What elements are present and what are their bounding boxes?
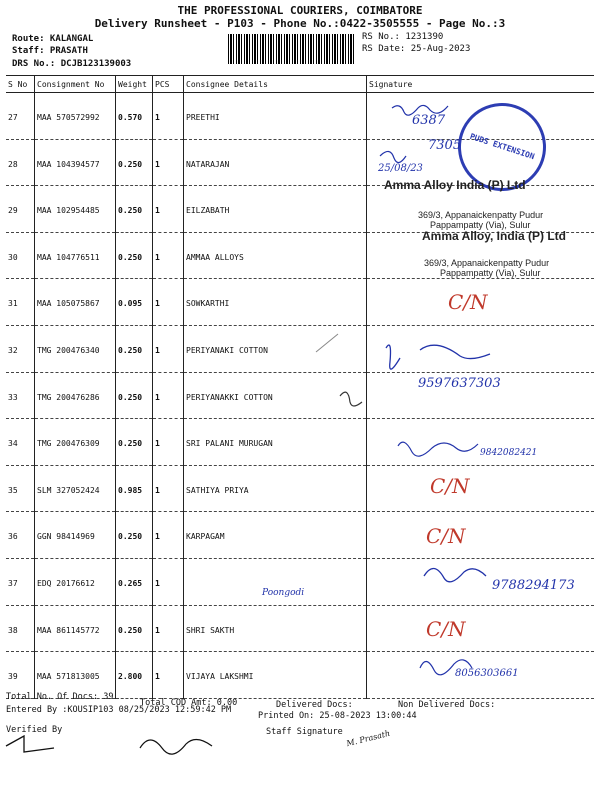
cell-consignment: SLM 327052424 [35, 465, 116, 512]
signature-scribble-28 [380, 151, 406, 162]
entered-signature [140, 739, 212, 754]
col-weight: Weight [116, 76, 153, 93]
company-address-1: 369/3, Appanaickenpatty Pudur [418, 210, 544, 220]
signature-scribble-33 [340, 392, 362, 406]
tick-mark-32 [316, 334, 338, 352]
cell-sno: 38 [6, 605, 35, 652]
cell-consignee: NATARAJAN [184, 139, 367, 186]
verified-by: Verified By [6, 725, 63, 735]
cell-consignee: SHRI SAKTH [184, 605, 367, 652]
cell-consignment: TMG 200476286 [35, 372, 116, 419]
cell-sno: 36 [6, 512, 35, 559]
handwritten-phone-35: 9842082421 [480, 448, 538, 458]
cell-sno: 34 [6, 419, 35, 466]
cell-sno: 32 [6, 325, 35, 372]
cell-sno: 35 [6, 465, 35, 512]
col-signature: Signature [367, 76, 595, 93]
cell-consignment: EDQ 20176612 [35, 558, 116, 605]
cell-pcs: 1 [153, 139, 184, 186]
cell-sno: 39 [6, 652, 35, 699]
cell-weight: 0.250 [116, 372, 153, 419]
staff-signature: Staff Signature [266, 727, 343, 737]
staff-label: Staff: PRASATH [12, 46, 88, 56]
total-docs: Total No. Of Docs: 39 [6, 692, 114, 702]
cell-consignment: MAA 105075867 [35, 279, 116, 326]
col-consignment: Consignment No [35, 76, 116, 93]
signature-scribble-35 [398, 442, 478, 456]
cell-consignment: MAA 104394577 [35, 139, 116, 186]
cell-weight: 0.250 [116, 605, 153, 652]
cell-sno: 30 [6, 232, 35, 279]
cell-consignee: KARPAGAM [184, 512, 367, 559]
cell-consignment: TMG 200476309 [35, 419, 116, 466]
handwritten-phone-27: 6387 [412, 113, 446, 128]
cell-consignee: SATHIYA PRIYA [184, 465, 367, 512]
cell-pcs: 1 [153, 279, 184, 326]
signature-scribble-27 [392, 105, 448, 115]
cell-consignment: MAA 570572992 [35, 93, 116, 140]
cell-weight: 0.985 [116, 465, 153, 512]
cell-consignee: AMMAA ALLOYS [184, 232, 367, 279]
cell-sno: 28 [6, 139, 35, 186]
entered-by: Entered By :KOUSIP103 08/25/2023 12:59:42 PM [6, 705, 232, 715]
handwritten-name-38: Poongodi [262, 588, 305, 598]
staff-signature-handwritten: M. Prasath [345, 728, 391, 749]
cell-pcs: 1 [153, 93, 184, 140]
cell-consignee: VIJAYA LAKSHMI [184, 652, 367, 699]
col-consignee: Consignee Details [184, 76, 367, 93]
cell-weight: 0.250 [116, 419, 153, 466]
signature-scribble-37 [424, 568, 486, 581]
cell-pcs: 1 [153, 325, 184, 372]
stamp-text: PUDS EXTENSION [468, 131, 536, 162]
company-address-2b: Pappampatty (Via), Sulur [440, 268, 541, 278]
non-delivered-docs: Non Delivered Docs: [398, 700, 496, 710]
col-pcs: PCS [153, 76, 184, 93]
company-stamp-2: Amma Alloy, India (P) Ltd [422, 229, 567, 243]
cell-pcs: 1 [153, 186, 184, 233]
cell-consignment: MAA 571813005 [35, 652, 116, 699]
cell-consignment: GGN 98414969 [35, 512, 116, 559]
cell-consignment: MAA 861145772 [35, 605, 116, 652]
verified-signature [6, 736, 54, 752]
cell-pcs: 1 [153, 419, 184, 466]
rs-number: RS No.: 1231390 [362, 32, 444, 42]
route-label: Route: KALANGAL [12, 34, 94, 44]
cell-consignee: PERIYANAKI COTTON [184, 325, 367, 372]
col-sno: S No [6, 76, 35, 93]
cell-consignment: MAA 102954485 [35, 186, 116, 233]
handwritten-phone-39: 8056303661 [455, 668, 519, 679]
cin-mark-38: C/N [426, 617, 466, 641]
handwritten-phone-37: 9788294173 [492, 578, 575, 593]
company-address-2: 369/3, Appanaickenpatty Pudur [424, 258, 550, 268]
company-title: THE PROFESSIONAL COURIERS, COIMBATORE [177, 4, 423, 17]
cell-sno: 29 [6, 186, 35, 233]
cell-pcs: 1 [153, 558, 184, 605]
cell-consignee: PERIYANAKKI COTTON [184, 372, 367, 419]
cin-mark-31: C/N [448, 290, 488, 314]
cell-consignment: TMG 200476340 [35, 325, 116, 372]
cell-weight: 0.570 [116, 93, 153, 140]
cell-pcs: 1 [153, 512, 184, 559]
handwritten-date-28: 25/08/23 [378, 163, 423, 174]
delivered-docs: Delivered Docs: [276, 700, 353, 710]
cell-weight: 0.250 [116, 325, 153, 372]
company-address-1b: Pappampatty (Via), Sulur [430, 220, 531, 230]
cell-weight: 0.250 [116, 512, 153, 559]
cell-weight: 0.250 [116, 186, 153, 233]
cell-pcs: 1 [153, 465, 184, 512]
cell-consignee: PREETHI [184, 93, 367, 140]
handwritten-phone-28: 7305 [428, 138, 462, 153]
cell-pcs: 1 [153, 605, 184, 652]
cell-weight: 0.250 [116, 139, 153, 186]
cell-weight: 2.800 [116, 652, 153, 699]
cell-consignment: MAA 104776511 [35, 232, 116, 279]
cell-pcs: 1 [153, 652, 184, 699]
cell-sno: 37 [6, 558, 35, 605]
cell-weight: 0.265 [116, 558, 153, 605]
signature-scribble-32 [386, 345, 490, 369]
signature-scribble-39 [420, 660, 472, 675]
cell-pcs: 1 [153, 232, 184, 279]
company-stamp-1: Amma Alloy India (P) Ltd [384, 178, 526, 192]
cell-sno: 33 [6, 372, 35, 419]
cell-consignee: SRI PALANI MURUGAN [184, 419, 367, 466]
cell-sno: 31 [6, 279, 35, 326]
cell-consignee: SOWKARTHI [184, 279, 367, 326]
drs-label: DRS No.: DCJB123139003 [12, 59, 132, 69]
handwritten-phone-33: 9597637303 [418, 376, 501, 391]
cin-mark-35: C/N [430, 474, 470, 498]
cell-weight: 0.095 [116, 279, 153, 326]
rs-date: RS Date: 25-Aug-2023 [362, 44, 471, 54]
cin-mark-36: C/N [426, 524, 466, 548]
cell-weight: 0.250 [116, 232, 153, 279]
cell-sno: 27 [6, 93, 35, 140]
runsheet-title: Delivery Runsheet - P103 - Phone No.:0422-3505555 - Page No.:3 [94, 17, 506, 30]
cell-consignee: EILZABATH [184, 186, 367, 233]
total-cod: Total COD Amt: 0.00 [140, 698, 238, 708]
cell-pcs: 1 [153, 372, 184, 419]
printed-on: Printed On: 25-08-2023 13:00:44 [258, 711, 417, 721]
